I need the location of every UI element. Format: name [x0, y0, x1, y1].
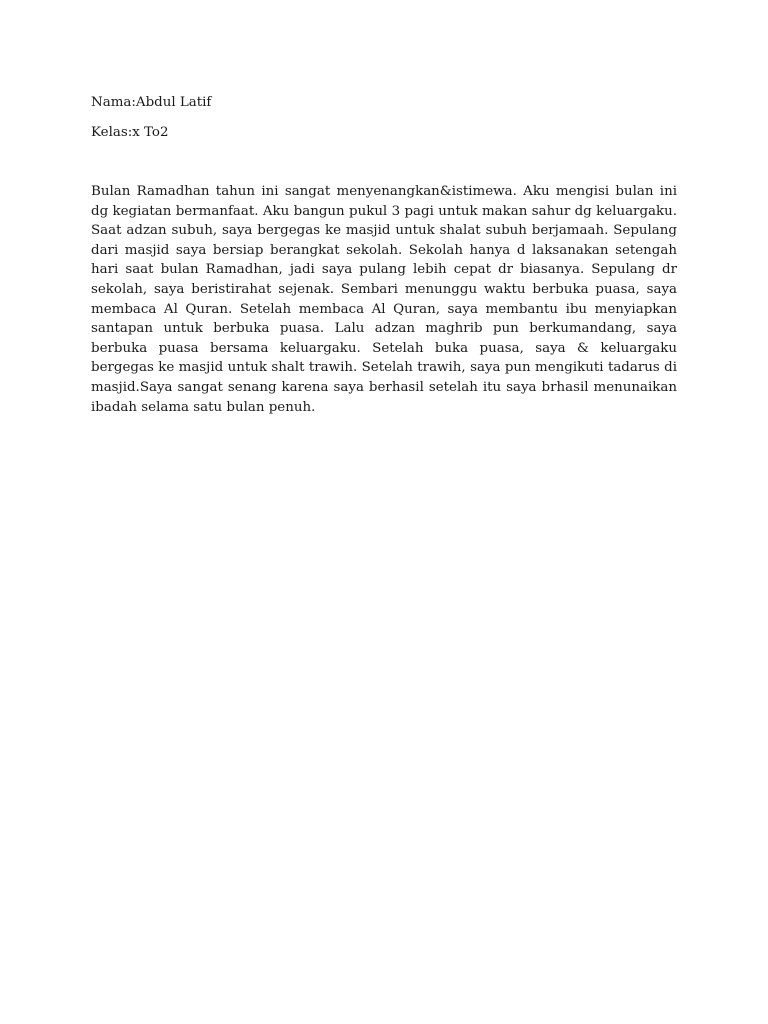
- student-name-line: Nama:Abdul Latif: [91, 95, 212, 110]
- student-class-line: Kelas:x To2: [91, 125, 169, 140]
- essay-paragraph: Bulan Ramadhan tahun ini sangat menyenangkan&istimewa. Aku mengisi bulan ini dg kegiatan bermanfaat. Aku bangun pukul 3 pagi untuk makan sahur dg keluargaku. Saat adzan subuh, saya bergegas ke masjid untuk shalat subuh berjamaah. Sepulang dari masjid saya bersiap berangkat sekolah. Sekolah hanya d laksanakan setengah hari saat bulan Ramadhan, jadi saya pulang lebih cepat dr biasanya. Sepulang dr sekolah, saya beristirahat sejenak. Sembari menunggu waktu berbuka puasa, saya membaca Al Quran. Setelah membaca Al Quran, saya membantu ibu menyiapkan santapan untuk berbuka puasa. Lalu adzan maghrib pun berkumandang, saya berbuka puasa bersama keluargaku. Setelah buka puasa, saya & keluargaku bergegas ke masjid untuk shalt trawih. Setelah trawih, saya pun mengikuti tadarus di masjid.Saya sangat senang karena saya berhasil setelah itu saya brhasil menunaikan ibadah selama satu bulan penuh.: [91, 184, 677, 415]
